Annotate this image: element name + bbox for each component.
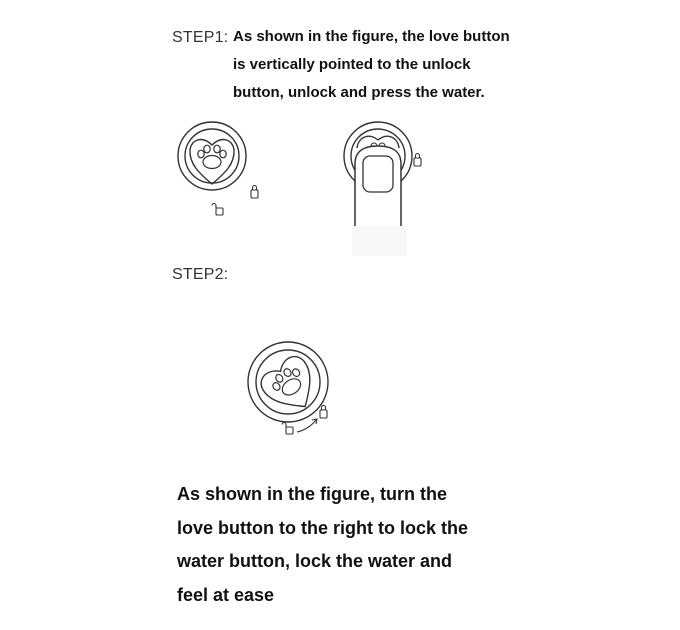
step2-line-2: love button to the right to lock the — [177, 517, 468, 538]
heart-paw-button-rotated-locked-icon — [240, 336, 340, 446]
step1-line-2: is vertically pointed to the unlock — [233, 56, 471, 73]
step2-description — [177, 478, 597, 612]
heart-paw-button-unlocked-icon — [172, 114, 272, 224]
step1-line-3: button, unlock and press the water. — [233, 84, 485, 101]
step2-line-4: feel at ease — [177, 584, 275, 605]
step2-line-1: As shown in the figure, turn the — [177, 484, 447, 504]
finger-pressing-button-icon — [334, 114, 434, 259]
step1-line-1: As shown in the figure, the love button — [233, 28, 510, 45]
step2-line-3: water button, lock the water and — [177, 551, 453, 571]
step1-label: STEP1: — [172, 29, 229, 46]
step1-description — [233, 24, 563, 108]
step2-label: STEP2: — [172, 266, 229, 283]
